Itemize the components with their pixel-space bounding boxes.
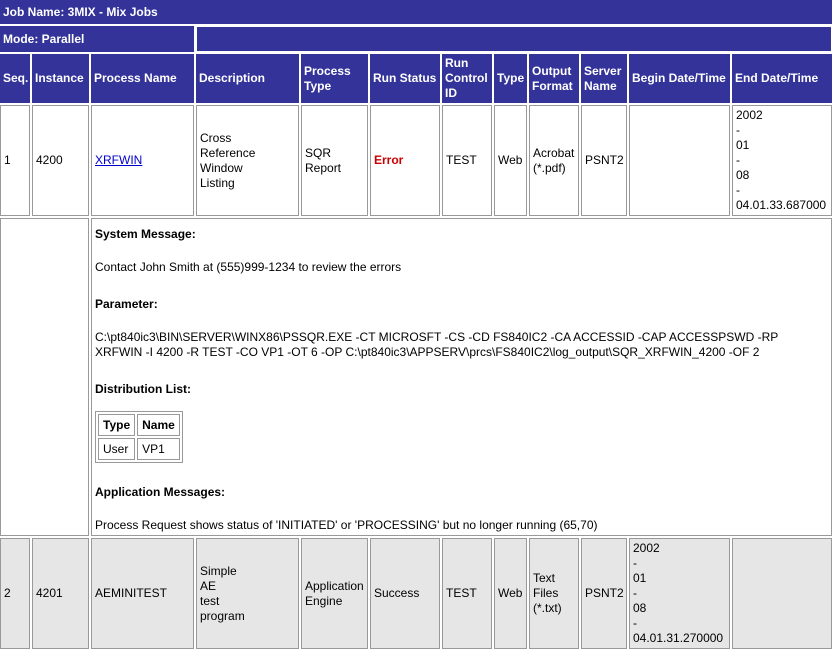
- mode-bar: [0, 26, 832, 52]
- parameter-text: C:\pt840ic3\BIN\SERVER\WINX86\PSSQR.EXE -CT MICROSFT -CS -CD FS840IC2 -CA ACCESSID -CAP ACCESSPSWD -RP XRFWIN -I 4200 -R TEST -CO VP1 -OT 6 -OP C:\pt840ic3\APPSERV\prcs\FS840IC2\log_output\SQR_XRFWIN_4200 -OF 2: [95, 330, 779, 359]
- cell-line: test: [200, 593, 220, 608]
- cell-line: (*.pdf): [533, 160, 566, 175]
- cell-description: [196, 105, 299, 216]
- cell-server-name: PSNT2: [581, 105, 627, 216]
- cell-instance: 4200: [32, 105, 89, 216]
- dist-col-type: Type: [98, 414, 135, 436]
- cell-line: Cross: [200, 130, 232, 145]
- distribution-list-label: Distribution List:: [95, 382, 191, 396]
- system-message-label: System Message:: [95, 227, 196, 241]
- cell-run-status: Success: [370, 538, 440, 649]
- dist-col-name: Name: [137, 414, 180, 436]
- col-seq: Seq.: [0, 54, 30, 103]
- cell-line: -: [736, 153, 740, 167]
- cell-line: -: [736, 123, 740, 137]
- distribution-row: [98, 438, 180, 460]
- cell-process-type: [301, 105, 368, 216]
- cell-run-control-id: TEST: [442, 538, 492, 649]
- job-name: Job Name: 3MIX - Mix Jobs: [0, 0, 832, 24]
- cell-seq: 1: [0, 105, 30, 216]
- cell-line: Report: [305, 160, 342, 175]
- cell-process-name: AEMINITEST: [91, 538, 194, 649]
- cell-run-control-id: TEST: [442, 105, 492, 216]
- cell-line: Files: [533, 586, 559, 600]
- cell-server-name: PSNT2: [581, 538, 627, 649]
- detail-row: [0, 218, 832, 536]
- column-header-row: [0, 54, 832, 103]
- cell-run-status: [370, 105, 440, 216]
- col-end-datetime: End Date/Time: [732, 54, 832, 103]
- cell-type: Web: [494, 105, 527, 216]
- application-messages-label: Application Messages:: [95, 485, 226, 499]
- col-run-control-id: Run Control ID: [442, 54, 492, 103]
- cell-process-type: [301, 538, 368, 649]
- cell-line: AE: [200, 578, 217, 593]
- detail-messages: [91, 218, 832, 536]
- cell-line: (*.txt): [533, 601, 562, 615]
- distribution-header-row: [98, 414, 180, 436]
- cell-line: Acrobat: [533, 145, 575, 160]
- col-server-name: Server Name: [581, 54, 627, 103]
- col-process-name: Process Name: [91, 54, 194, 103]
- cell-line: 2002: [633, 541, 660, 555]
- col-process-type: Process Type: [301, 54, 368, 103]
- cell-seq: 2: [0, 538, 30, 649]
- cell-begin-datetime: [629, 105, 730, 216]
- cell-line: 04.01.31.270000: [633, 631, 724, 645]
- table-row: [0, 105, 832, 216]
- distribution-list-table: [95, 411, 183, 463]
- cell-instance: 4201: [32, 538, 89, 649]
- cell-line: Text: [533, 571, 556, 585]
- job-mode: Mode: Parallel: [0, 26, 194, 52]
- cell-line: Reference: [200, 145, 256, 160]
- col-instance: Instance: [32, 54, 89, 103]
- col-run-status: Run Status: [370, 54, 440, 103]
- cell-output-format: [529, 105, 579, 216]
- cell-line: program: [200, 608, 245, 623]
- dist-cell-type: User: [98, 438, 135, 460]
- system-message-text: Contact John Smith at (555)999-1234 to review the errors: [95, 260, 402, 274]
- parameter-label: Parameter:: [95, 297, 158, 311]
- cell-line: Application: [305, 578, 364, 593]
- col-description: Description: [196, 54, 299, 103]
- cell-line: Window: [200, 160, 243, 175]
- cell-type: Web: [494, 538, 527, 649]
- cell-line: -: [736, 183, 740, 197]
- mode-bar-blank: [196, 26, 832, 52]
- cell-line: 2002: [736, 108, 763, 122]
- cell-line: Engine: [305, 593, 343, 608]
- cell-line: 01: [736, 138, 750, 152]
- cell-process-name: [91, 105, 194, 216]
- dist-cell-name: VP1: [137, 438, 180, 460]
- cell-output-format: [529, 538, 579, 649]
- detail-spacer: [0, 218, 89, 536]
- cell-description: [196, 538, 299, 649]
- status-badge: Error: [374, 153, 404, 167]
- cell-line: Simple: [200, 563, 237, 578]
- cell-line: Listing: [200, 175, 235, 190]
- cell-line: -: [633, 586, 637, 600]
- table-row: [0, 538, 832, 649]
- cell-line: 08: [633, 601, 647, 615]
- col-type: Type: [494, 54, 527, 103]
- job-name-bar: [0, 0, 832, 24]
- cell-end-datetime: [732, 538, 832, 649]
- col-begin-datetime: Begin Date/Time: [629, 54, 730, 103]
- col-output-format: Output Format: [529, 54, 579, 103]
- process-name-link[interactable]: XRFWIN: [95, 153, 143, 167]
- application-message-text: Process Request shows status of 'INITIATED' or 'PROCESSING' but no longer running (65,70): [95, 518, 598, 532]
- cell-line: -: [633, 556, 637, 570]
- cell-line: SQR: [305, 145, 332, 160]
- cell-end-datetime: [732, 105, 832, 216]
- cell-line: -: [633, 616, 637, 630]
- cell-line: 01: [633, 571, 647, 585]
- cell-begin-datetime: [629, 538, 730, 649]
- cell-line: 08: [736, 168, 750, 182]
- cell-line: 04.01.33.687000: [736, 198, 827, 212]
